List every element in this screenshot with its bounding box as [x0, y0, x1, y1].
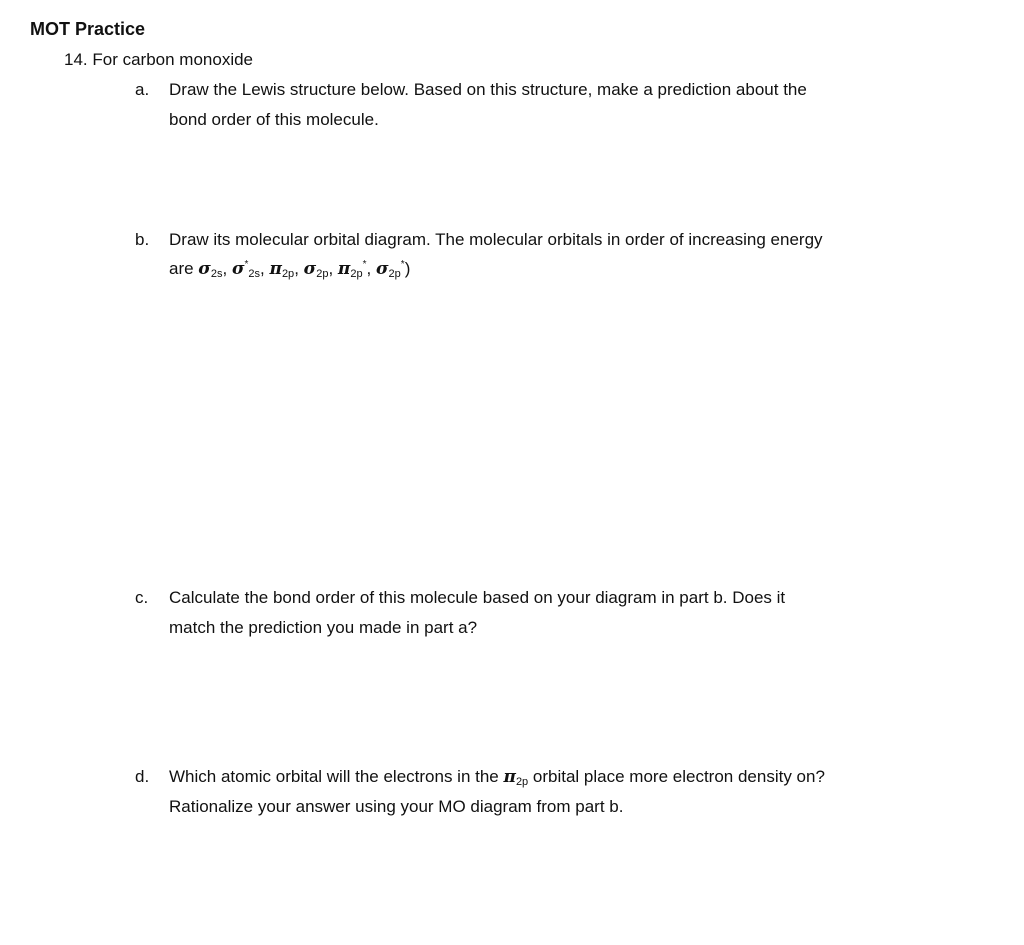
pi-symbol: π [503, 767, 516, 787]
sigma-symbol: σ [303, 259, 317, 279]
page-heading: MOT Practice [30, 19, 146, 39]
part-c-line2: match the prediction you made in part a? [169, 618, 478, 637]
part-d-line2: Rationalize your answer using your MO diagram from part b. [169, 797, 624, 816]
question-number: 14. [64, 50, 88, 69]
sigma-symbol: σ [198, 259, 211, 279]
part-a-letter: a. [135, 80, 150, 99]
orbital-subscript: 2p [350, 268, 363, 280]
orbital-subscript: 2p [316, 268, 329, 280]
orbital-subscript: 2p [388, 268, 401, 280]
part-c-letter: c. [135, 588, 149, 607]
part-b-orbital-list: are $\sigma_{2s}$, $\sigma^*_{2s}$, $\pi_{2p}$, $\sigma_{2p}$, $\pi_{2p}^*$, $\sigma_{2p}^*$) [169, 259, 411, 280]
antibonding-star: * [400, 259, 405, 270]
antibonding-star: * [362, 259, 367, 270]
antibonding-star: * [244, 259, 249, 270]
part-c-line1: Calculate the bond order of this molecule based on your diagram in part b. Does it [169, 588, 786, 607]
orbital-subscript: 2p [515, 776, 529, 788]
pi-symbol: π [337, 259, 351, 279]
question-prompt: For carbon monoxide [92, 50, 254, 69]
part-d-line1-prefix: Which atomic orbital will the electrons in the [169, 767, 504, 786]
part-d-letter: d. [135, 767, 150, 786]
part-b-line2-prefix: are [169, 259, 199, 278]
orbital-subscript: 2p [281, 268, 295, 280]
part-a-line1: Draw the Lewis structure below. Based on this structure, make a prediction about the [169, 80, 807, 99]
pi-symbol: π [269, 259, 282, 279]
sigma-symbol: σ [231, 259, 245, 279]
orbital-subscript: 2s [248, 268, 261, 280]
part-b-letter: b. [135, 230, 150, 249]
part-d-line1 [169, 767, 825, 788]
orbital-subscript: 2s [210, 268, 223, 280]
part-d-line1-suffix: orbital place more electron density on? [528, 767, 825, 786]
part-a-line2: bond order of this molecule. [169, 110, 379, 129]
part-b-line1: Draw its molecular orbital diagram. The molecular orbitals in order of increasing energy [169, 230, 823, 249]
sigma-symbol: σ [376, 259, 389, 279]
question-14 [64, 50, 253, 70]
